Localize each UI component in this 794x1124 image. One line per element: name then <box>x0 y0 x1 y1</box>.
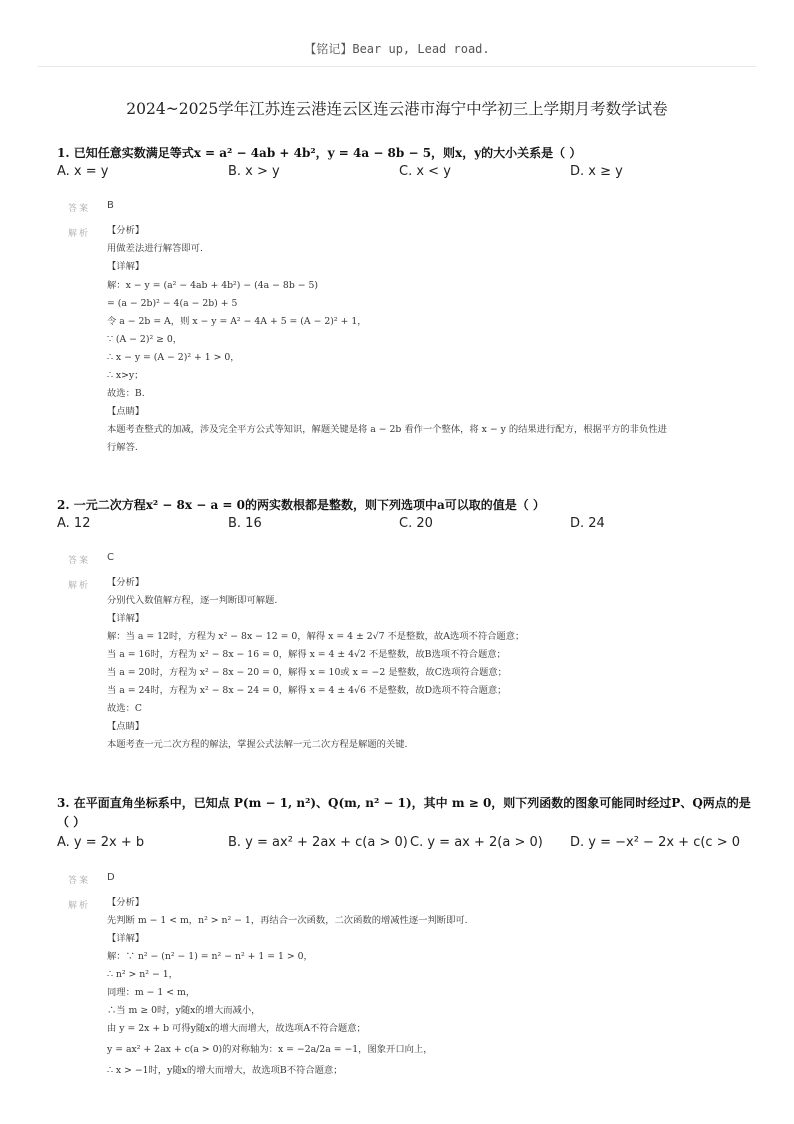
q2-line: 【分析】 <box>107 577 145 588</box>
q3-line: 同理：m − 1 < m， <box>107 987 196 998</box>
answer-label: 答案 <box>68 876 91 886</box>
q2-option-b: B. 16 <box>228 516 262 531</box>
q2-line: 【详解】 <box>107 613 145 624</box>
answer-label: 答案 <box>68 556 91 566</box>
q2-option-a: A. 12 <box>57 516 91 531</box>
q3-line: ∴ x > −1时，y随x的增大而增大，故选项B不符合题意； <box>107 1065 343 1076</box>
q2-option-d: D. 24 <box>570 516 605 531</box>
q3-line: 【详解】 <box>107 933 145 944</box>
q1-line: ∴ x>y； <box>107 370 144 381</box>
q1-line: 故选：B. <box>107 388 145 399</box>
q2-line: 分别代入数值解方程，逐一判断即可解题. <box>107 595 278 606</box>
q1-line: 本题考查整式的加减，涉及完全平方公式等知识，解题关键是将 a − 2b 看作一个整体，将 x − y 的结果进行配方，根据平方的非负性进 <box>107 424 667 435</box>
q1-line: 【点睛】 <box>107 406 145 417</box>
q2-answer: C <box>107 552 114 563</box>
q1-option-a: A. x = y <box>57 164 109 179</box>
question-2-stem: 2. 一元二次方程x² − 8x − a = 0的两实数根都是整数，则下列选项中a可以取的值是（ ） <box>57 498 545 512</box>
q1-line: 行解答. <box>107 442 138 453</box>
q2-line: 当 a = 16时，方程为 x² − 8x − 16 = 0，解得 x = 4 ± 4√2 不是整数，故B选项不符合题意； <box>107 649 506 660</box>
q2-line: 当 a = 24时，方程为 x² − 8x − 24 = 0，解得 x = 4 ± 4√6 不是整数，故D选项不符合题意； <box>107 685 507 696</box>
q3-line: 由 y = 2x + b 可得y随x的增大而增大，故选项A不符合题意； <box>107 1023 366 1034</box>
q1-line: ∵ (A − 2)² ≥ 0， <box>107 334 183 345</box>
q2-line: 故选：C <box>107 703 143 714</box>
q3-line: 解：∵ n² − (n² − 1) = n² − n² + 1 = 1 > 0， <box>107 951 313 962</box>
q1-line: 【分析】 <box>107 225 145 236</box>
q3-option-d: D. y = −x² − 2x + c(c > 0 <box>570 835 740 850</box>
q1-line: ∴ x − y = (A − 2)² + 1 > 0， <box>107 352 240 363</box>
q1-option-b: B. x > y <box>228 164 280 179</box>
q2-line: 当 a = 20时，方程为 x² − 8x − 20 = 0，解得 x = 10或 x = −2 是整数，故C选项符合题意； <box>107 667 507 678</box>
q2-line: 【点睛】 <box>107 721 145 732</box>
q3-option-c: C. y = ax + 2(a > 0) <box>410 835 543 850</box>
analysis-label: 解析 <box>68 581 91 591</box>
q1-option-c: C. x < y <box>399 164 451 179</box>
q3-line: ∴当 m ≥ 0时，y随x的增大而减小， <box>107 1005 261 1016</box>
q1-line: 用做差法进行解答即可. <box>107 243 203 254</box>
q1-option-d: D. x ≥ y <box>570 164 623 179</box>
q3-option-a: A. y = 2x + b <box>57 835 145 850</box>
header-divider <box>38 66 756 67</box>
page-title: 2024~2025学年江苏连云港连云区连云港市海宁中学初三上学期月考数学试卷 <box>126 100 668 118</box>
question-1-stem: 1. 已知任意实数满足等式x = a² − 4ab + 4b²，y = 4a − 8b − 5，则x，y的大小关系是（ ） <box>57 146 582 160</box>
q1-line: 解：x − y = (a² − 4ab + 4b²) − (4a − 8b − 5) <box>107 280 319 291</box>
q3-answer: D <box>107 872 115 883</box>
question-3-stem-blank: （ ） <box>57 815 86 829</box>
analysis-label: 解析 <box>68 229 91 239</box>
q1-line: = (a − 2b)² − 4(a − 2b) + 5 <box>107 298 238 309</box>
q3-line: y = ax² + 2ax + c(a > 0)的对称轴为：x = −2a/2a = −1，图象开口向上， <box>107 1044 433 1055</box>
question-3-stem: 3. 在平面直角坐标系中，已知点 P(m − 1, n²)、Q(m, n² − 1)，其中 m ≥ 0，则下列函数的图象可能同时经过P、Q两点的是 <box>57 796 751 810</box>
q3-option-b: B. y = ax² + 2ax + c(a > 0) <box>228 835 408 850</box>
q3-line: ∴ n² > n² − 1， <box>107 969 178 980</box>
q1-line: 【详解】 <box>107 261 145 272</box>
answer-label: 答案 <box>68 204 91 214</box>
q1-line: 令 a − 2b = A，则 x − y = A² − 4A + 5 = (A − 2)² + 1， <box>107 316 367 327</box>
q3-line: 先判断 m − 1 < m，n² > n² − 1，再结合一次函数，二次函数的增减性逐一判断即可. <box>107 915 468 926</box>
q3-line: 【分析】 <box>107 897 145 908</box>
page-header-motto: 【铭记】Bear up, Lead road. <box>304 42 490 56</box>
q2-line: 解：当 a = 12时，方程为 x² − 8x − 12 = 0，解得 x = 4 ± 2√7 不是整数，故A选项不符合题意； <box>107 631 525 642</box>
analysis-label: 解析 <box>68 901 91 911</box>
q1-answer: B <box>107 200 114 211</box>
q2-line: 本题考查一元二次方程的解法，掌握公式法解一元二次方程是解题的关键. <box>107 739 408 750</box>
q2-option-c: C. 20 <box>399 516 433 531</box>
